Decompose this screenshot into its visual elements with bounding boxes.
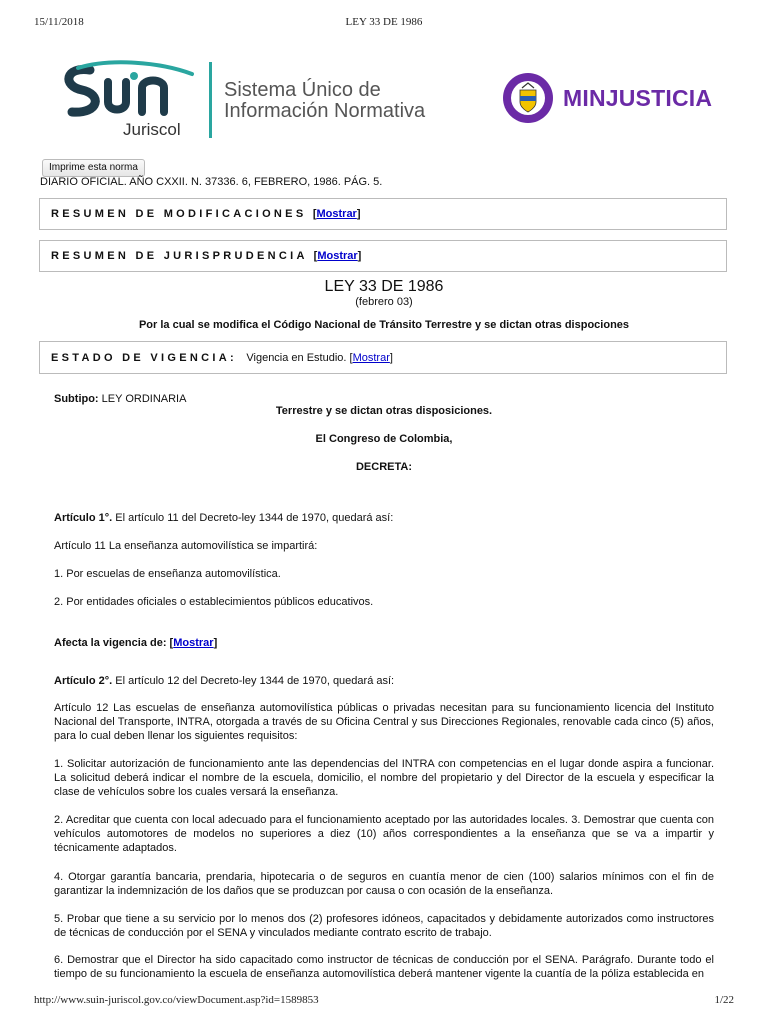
afecta-label: Afecta la vigencia de: [54, 637, 167, 649]
print-date: 15/11/2018 [34, 16, 84, 28]
logo-title-line1: Sistema Único de [224, 79, 381, 101]
article-1-label: Artículo 1°. [54, 512, 113, 524]
requirement-1: 1. Solicitar autorización de funcionamiento ante las dependencias del INTRA con competencias en el lugar donde aspira a funcionar. La solicitud deberá indicar el nombre de la escuela, domicilio, el nombre del propietario y del Director de la escuela y especificar la clase de vehículos sobre los cuales versará la enseñanza. [54, 758, 714, 798]
print-title: LEY 33 DE 1986 [345, 16, 423, 28]
body-line1: Terrestre y se dictan otras disposiciones. [275, 405, 493, 417]
modificaciones-mostrar-link[interactable]: Mostrar [316, 208, 357, 220]
article-12-text: Artículo 12 Las escuelas de enseñanza automovilística públicas o privadas necesitan para su funcionamiento licencia del Instituto Nacional del Transporte, INTRA, otorgada a través de su Oficina Central y sus Direcciones Regionales, renovable cada cinco (5) años, para lo cual deben llenar los siguientes requisitos: [54, 702, 714, 742]
requirement-5: 5. Probar que tiene a su servicio por lo menos dos (2) profesores idóneos, capacitados y debidamente autorizados como instructores de técnicas de conducción por el SENA y vinculados mediante contrato escrito de trabajo. [54, 913, 714, 939]
article-2-text: El artículo 12 del Decreto-ley 1344 de 1970, quedará así: [115, 675, 395, 687]
vigencia-mostrar-link[interactable]: Mostrar [352, 352, 390, 364]
vigencia-label-text: ESTADO DE VIGENCIA: [51, 352, 237, 364]
law-subtitle: Por la cual se modifica el Código Nacional de Tránsito Terrestre y se dictan otras dispociones [138, 319, 630, 331]
law-date: (febrero 03) [355, 296, 413, 308]
requirement-4: 4. Otorgar garantía bancaria, prendaria, hipotecaria o de seguros en cuantía menor de cien (100) salarios mínimos con el fin de garantizar la indemnización de los daños que se produzcan por causa o con ocasión de la enseñanza. [54, 871, 714, 897]
subtipo-line [54, 392, 714, 406]
logo-title-line2: Información Normativa [224, 100, 426, 122]
jurisprudencia-label: RESUMEN DE JURISPRUDENCIA [Mostrar] [51, 250, 362, 262]
requirement-2: 2. Acreditar que cuenta con local adecuado para el funcionamiento aceptado por las autoridades locales. 3. Demostrar que cuenta con vehículos automotores de modelos no superiores a diez (10) años correspondientes a la enseñanza que se va a impartir y técnicamente adaptados. [54, 814, 714, 854]
print-page-number: 1/22 [714, 994, 734, 1006]
jurisprudencia-box [39, 240, 727, 272]
afecta-mostrar-link[interactable]: Mostrar [173, 637, 214, 649]
print-url: http://www.suin-juriscol.gov.co/viewDocument.asp?id=1589853 [34, 994, 319, 1006]
vigencia-label: ESTADO DE VIGENCIA: Vigencia en Estudio. [Mostrar] [51, 352, 393, 364]
subtipo-value: LEY ORDINARIA [101, 393, 187, 405]
congreso-line: El Congreso de Colombia, [315, 433, 453, 445]
logo-juriscol-text: Juriscol [123, 120, 181, 139]
article-1-text: El artículo 11 del Decreto-ley 1344 de 1970, quedará así: [115, 512, 394, 524]
jurisprudencia-mostrar-link[interactable]: Mostrar [317, 250, 358, 262]
modificaciones-label-text: RESUMEN DE MODIFICACIONES [51, 208, 307, 220]
logo-title [224, 80, 425, 122]
decreta-line: DECRETA: [355, 461, 412, 473]
minjusticia-logo-text: MINJUSTICIA [563, 85, 713, 111]
article-11-text: Artículo 11 La enseñanza automovilística se impartirá: [54, 540, 318, 552]
print-button[interactable]: Imprime esta norma [42, 159, 145, 177]
article-2-intro [54, 674, 714, 688]
afecta-vigencia-line: Afecta la vigencia de: [Mostrar] [54, 637, 218, 649]
logo-divider [209, 62, 212, 138]
article-11-item-2: 2. Por entidades oficiales o establecimientos públicos educativos. [54, 596, 374, 608]
requirement-6: 6. Demostrar que el Director ha sido capacitado como instructor de técnicas de conducción por el SENA. Parágrafo. Durante todo el tiempo de su funcionamiento la escuela de enseñanza automovilística deberá mantener vigente la cuantía de la póliza establecida en [54, 954, 714, 980]
vigencia-status: Vigencia en Estudio. [246, 352, 347, 364]
modificaciones-box [39, 198, 727, 230]
article-11-item-1: 1. Por escuelas de enseñanza automovilística. [54, 568, 281, 580]
modificaciones-label: RESUMEN DE MODIFICACIONES [Mostrar] [51, 208, 361, 220]
article-1-intro [54, 511, 714, 525]
vigencia-box [39, 341, 727, 374]
colombia-seal-icon [502, 72, 554, 124]
article-2-label: Artículo 2°. [54, 675, 113, 687]
law-title: LEY 33 DE 1986 [324, 278, 444, 295]
jurisprudencia-label-text: RESUMEN DE JURISPRUDENCIA [51, 250, 308, 262]
subtipo-label: Subtipo: [54, 393, 99, 405]
diario-oficial-line: DIARIO OFICIAL. AÑO CXXII. N. 37336. 6, FEBRERO, 1986. PÁG. 5. [40, 176, 383, 188]
